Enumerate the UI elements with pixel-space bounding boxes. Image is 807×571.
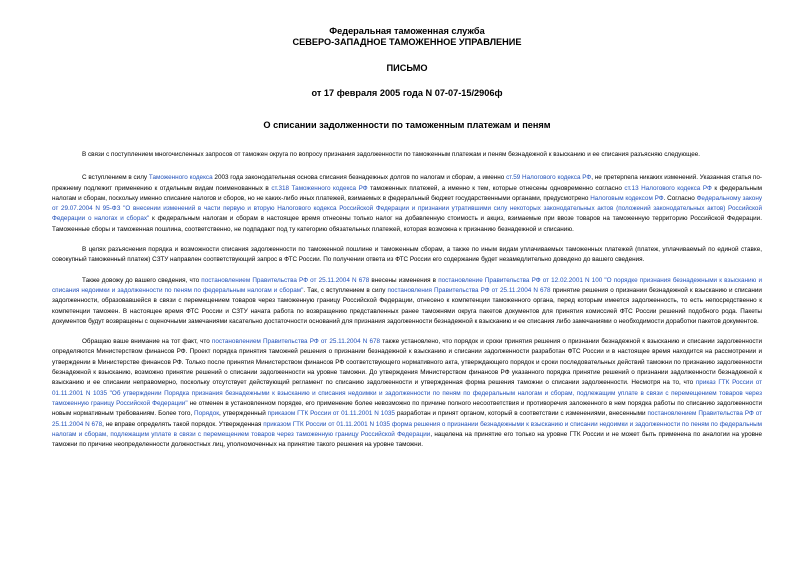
paragraph-text: , утвержденный [219,410,268,418]
paragraph-text: не отменен в установленном порядке, его применение более невозможно по причине полного несоответствия и противоречия заложенного в нем порядка работы по списанию задолженности новым нормативным требованиям. Более того, [52,399,763,418]
paragraph-text: , нацелена на принятие его только на уровне ГТК России и не может быть применена по аналогии на уровне таможни по причине неопределенности должностных лиц, уполномоченных на принятие такого решения на уровне таможни. [52,430,762,449]
document-body [52,150,762,450]
document-link[interactable]: Таможенного кодекса [148,174,213,182]
document-link[interactable]: приказом ГТК России от 01.11.2001 N 1035 [267,410,395,418]
paragraph-text: к федеральным налогам и сборам, поскольку именно списание налогов и сборов, но не каких-либо иных платежей, взимаемых в федеральный бюджет государственными органами, предусмотрено [52,184,762,202]
document-link[interactable]: форма решения о признании безнадежными к взысканию и списании недоимки и задолженности по пеням по федеральным налогам и сборам, подлежащим уплате в связи с перемещением товаров через таможенную границу Российской Федерации [52,420,762,438]
document-type: ПИСЬМО [386,63,428,73]
document-link[interactable]: постановлением Правительства РФ от 25.11.2004 N 678 [52,410,763,428]
paragraph-2 [52,173,762,235]
paragraph-1 [52,150,762,160]
document-link[interactable]: постановлением Правительства РФ от 25.11.2004 N 678 [201,276,370,284]
document-link[interactable]: ст.59 Налогового кодекса РФ [506,174,592,182]
paragraph-text: принятие решения о признании безнадежной к взысканию и списании задолженности, образовавшейся в связи с перемещением товаров через таможенную границу Российской Федерации, отнесено к компетенции таможенного органа, перед которым имеется задолженность, то есть непосредственно к компетенции таможен. В настоящее время ФТС России и СЗТУ начата работа по возвращению представленных ранее таможнями округа пакетов документов для принятия комиссией ФТС России решений подобного рода. Пакеты документов будут возвращены с оценочными замечаниями касательно достаточности оснований для признания задолженности безнадежной к взысканию и ее списания либо замечаниями о необходимости доработки пакетов документов. [52,286,762,325]
paragraph-text: внесены изменения в [369,276,439,284]
document-date-number: от 17 февраля 2005 года N 07-07-15/2906ф [311,88,503,98]
paragraph-text: 2003 года законодательная основа списания безнадежных долгов по налогам и сборам, а именно [212,174,507,182]
paragraph-text: Обращаю ваше внимание на тот факт, что [82,338,212,346]
paragraph-text: В связи с поступлением многочисленных запросов от таможен округа по вопросу признания задолженности по таможенным платежам и пеням безнадежной к взысканию и ее списания разъясняю следующее. [82,151,701,158]
document-link[interactable]: ст.13 Налогового кодекса РФ [624,184,712,192]
paragraph-text: таможенных платежей, а именно к тем, которые отнесены одновременно согласно [367,184,625,192]
document-link[interactable]: ст.318 Таможенного кодекса РФ [271,184,368,192]
paragraph-text: . Так, с вступлением в силу [303,286,388,294]
paragraph-text: В целях разъяснения порядка и возможности списания задолженности по таможенной пошлине и таможенным сборам, а также по иным видам уплачиваемых таможенных платежей (платеж, уплачиваемый по единой ставке, совокупный таможенный платеж) СЗТУ направлен соответствующий запрос в ФТС России. По получении ответа из ФТС России его содержание будет незамедлительно доведено до вашего сведения. [52,246,762,264]
document-link[interactable]: Порядок [194,410,220,418]
paragraph-text: , не претерпела никаких изменений. Указанная статья по-прежнему подлежит применению к отдельным видам поименованных в [52,174,762,192]
issuer-name: Федеральная таможенная служба [329,26,485,36]
document-link[interactable]: постановления Правительства РФ от 25.11.2004 N 678 [387,286,551,294]
paragraph-text: к федеральным налогам и сборам в настоящее время отнесены только налог на добавленную стоимость и акциз, взимаемые при ввозе товаров на таможенную территорию Российской Федерации. Таможенные сборы и таможенная пошлина, соответственно, не подпадают под ту категорию обязательных платежей, которая возможна к признанию безнадежной и списанию. [52,215,762,233]
paragraph-4 [52,276,762,327]
paragraph-text: также установлено, что порядок и сроки принятия решения о признании безнадежной к взысканию и списании задолженности определяются Министерством финансов РФ. Проект порядка принятия таможней решения о признании безнадежной к взысканию и списании задолженности разработан ФТС России и в настоящее время находится на рассмотрении и утверждении в Министерстве финансов РФ. Только после принятия Министерством финансов РФ соответствующего нормативного акта, утверждающего порядок и сроки последовательных действий таможни по признанию задолженности безнадежной к взысканию, возможно принятие решений о списании задолженности на уровне таможни. До утверждения Министерством финансов РФ указанного порядка принятие решений о признании задолженности безнадежной к взысканию и ее списании неправомерно, поскольку отсутствует действующий регламент по списанию задолженности и утвержденная форма решения таможни о списании задолженности. Несмотря на то, что [52,338,762,387]
paragraph-text: С вступлением в силу [82,174,149,182]
document-link[interactable]: приказом ГТК России от 01.11.2001 N 1035 [263,420,391,428]
paragraph-text: разработан и принят органом, который в соответствии с изменениями, внесенными [394,410,648,418]
paragraph-text: . Согласно [663,194,697,202]
paragraph-text: , не вправе определять такой порядок. Утвержденная [102,420,264,428]
document-title: О списании задолженности по таможенным платежам и пеням [263,120,551,130]
document-link[interactable]: Федеральному закону от 29.07.2004 N 95-ФЗ "О внесении изменений в части первую и вторую Налогового кодекса Российской Федерации и признании утратившими силу некоторых законодательных актов (положений законодательных актов) Российской Федерации о налогах и сборах" [52,194,763,223]
document-link[interactable]: Налоговым кодексом РФ [590,194,664,202]
paragraph-5 [52,337,762,450]
document-link[interactable]: приказ ГТК России от 01.11.2001 N 1035 "Об утверждении Порядка признания безнадежными к взысканию и списания недоимки и задолженности по пеням по федеральным налогам и сборам, подлежащим уплате в связи с перемещением товаров через таможенную границу Российской Федерации" [52,379,762,407]
paragraph-3 [52,245,762,266]
issuer-department: СЕВЕРО-ЗАПАДНОЕ ТАМОЖЕННОЕ УПРАВЛЕНИЕ [292,37,522,47]
document-link[interactable]: постановление Правительства РФ от 12.02.2001 N 100 "О порядке признания безнадежными к взысканию и списания недоимки и задолженности по пеням по федеральным налогам и сборам" [52,276,762,294]
document-link[interactable]: постановлением Правительства РФ от 25.11.2004 N 678 [211,338,381,346]
paragraph-text: Также довожу до вашего сведения, что [82,276,202,284]
